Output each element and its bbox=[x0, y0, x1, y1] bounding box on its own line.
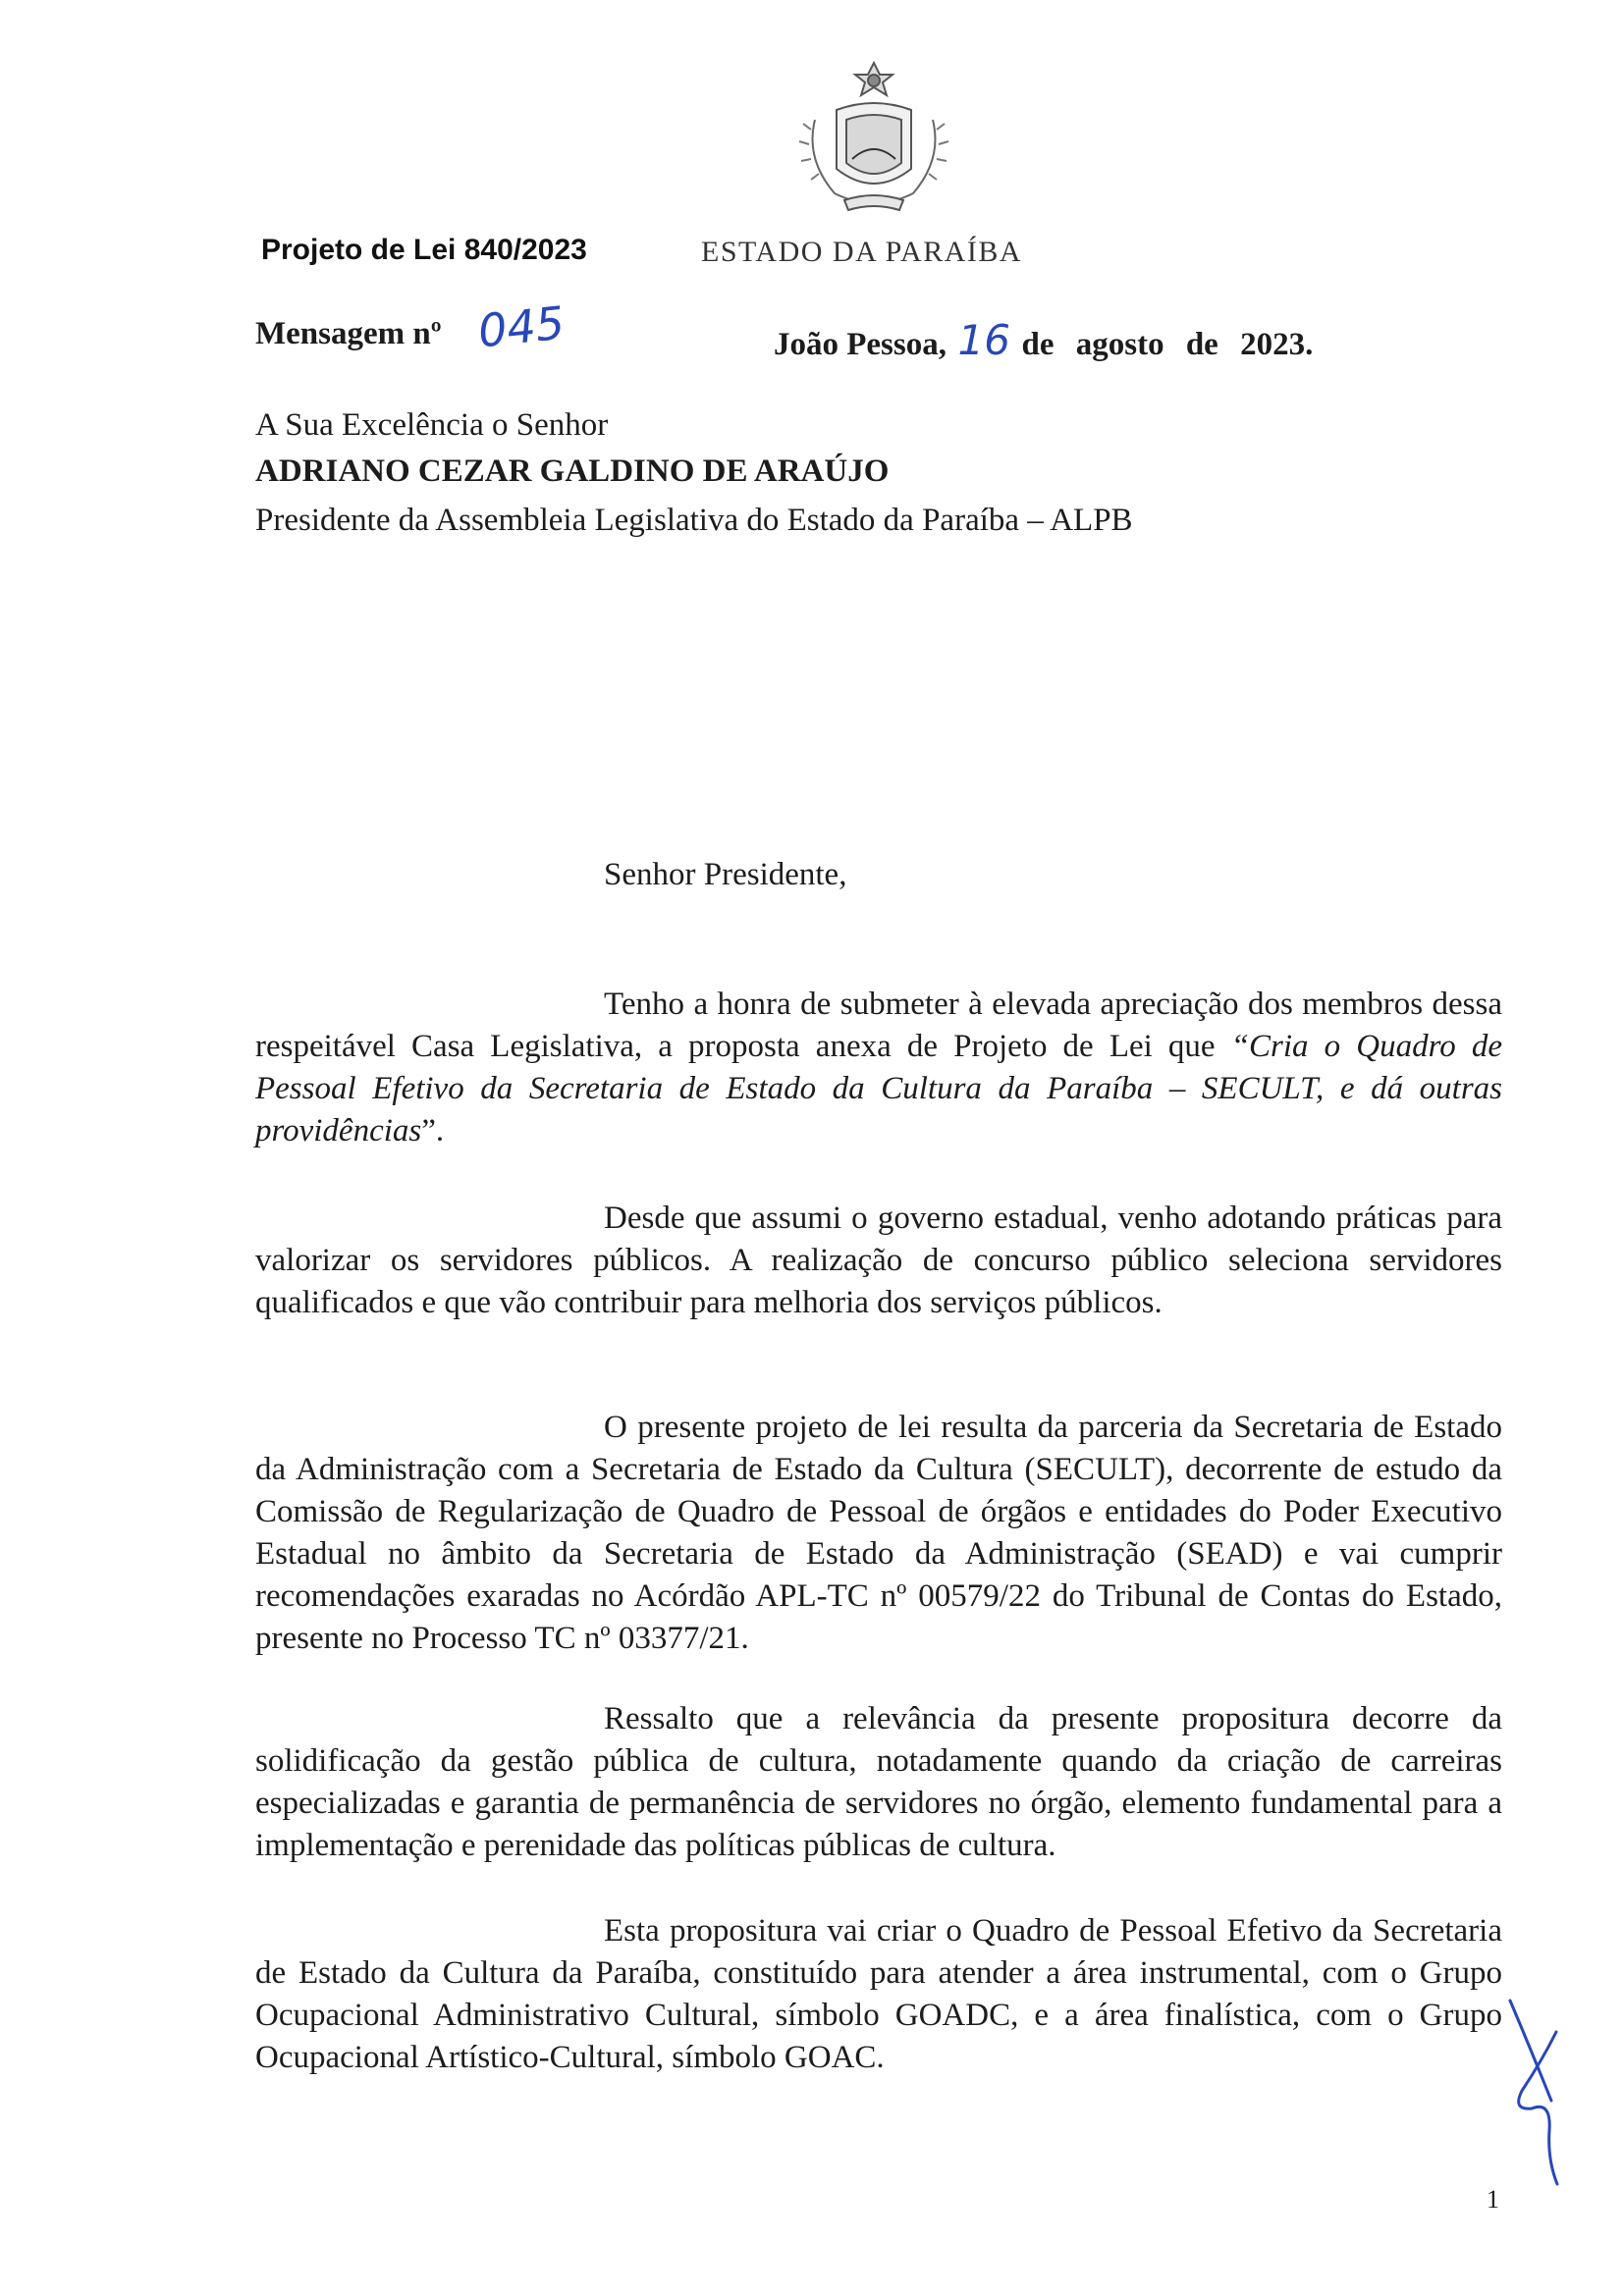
salutation-line: A Sua Excelência o Senhor bbox=[255, 407, 609, 443]
date-day-handwritten: 16 bbox=[957, 316, 1010, 364]
paragraph-4: Ressalto que a relevância da presente propositura decorre da solidificação da gestão pública de cultura, notadamente quando da criação de carreiras especializadas e garantia de permanência de servidores no órgão, elemento fundamental para a implementação e perenidade das políticas públicas de cultura. bbox=[255, 1701, 1502, 1863]
state-header: ESTADO DA PARAÍBA bbox=[701, 236, 1023, 268]
opening-greeting: Senhor Presidente, bbox=[604, 857, 847, 892]
paragraph-1 bbox=[255, 984, 1502, 1152]
recipient-role: Presidente da Assembleia Legislativa do Estado da Paraíba – ALPB bbox=[255, 503, 1133, 538]
date-rest: de agosto de 2023. bbox=[1021, 327, 1314, 362]
paragraph-1-quote: “Cria o Quadro de Pessoal Efetivo da Secretaria de Estado da Cultura da Paraíba – SECULT, e dá outras providências bbox=[255, 1029, 1502, 1148]
page-number: 1 bbox=[1487, 2185, 1499, 2214]
coat-of-arms-icon bbox=[776, 61, 972, 218]
paragraph-3: O presente projeto de lei resulta da parceria da Secretaria de Estado da Administração com a Secretaria de Estado da Cultura (SECULT), decorrente de estudo da Comissão de Regularização de Quadro de Pessoal de órgãos e entidades do Poder Executivo Estadual no âmbito da Secretaria de Estado da Administração (SEAD) e vai cumprir recomendações exaradas no Acórdão APL-TC nº 00579/22 do Tribunal de Contas do Estado, presente no Processo TC nº 03377/21. bbox=[255, 1410, 1502, 1656]
paragraph-1-end: ”. bbox=[421, 1113, 445, 1148]
message-number-handwritten: 045 bbox=[475, 295, 568, 358]
message-label: Mensagem nº bbox=[255, 316, 442, 351]
handwritten-initial-mark bbox=[1502, 1993, 1571, 2189]
paragraph-1-text: Tenho a honra de submeter à elevada apreciação dos membros dessa respeitável Casa Legislativa, a proposta anexa de Projeto de Lei que bbox=[255, 987, 1502, 1064]
bill-number: Projeto de Lei 840/2023 bbox=[261, 234, 587, 266]
date-line bbox=[774, 316, 1313, 364]
paragraph-5: Esta propositura vai criar o Quadro de Pessoal Efetivo da Secretaria de Estado da Cultura da Paraíba, constituído para atender a área instrumental, com o Grupo Ocupacional Administrativo Cultural, símbolo GOADC, e a área finalística, com o Grupo Ocupacional Artístico-Cultural, símbolo GOAC. bbox=[255, 1913, 1502, 2075]
paragraph-2: Desde que assumi o governo estadual, venho adotando práticas para valorizar os servidores públicos. A realização de concurso público seleciona servidores qualificados e que vão contribuir para melhoria dos serviços públicos. bbox=[255, 1201, 1502, 1320]
recipient-name: ADRIANO CEZAR GALDINO DE ARAÚJO bbox=[255, 454, 890, 489]
date-prefix: João Pessoa, bbox=[774, 327, 947, 362]
